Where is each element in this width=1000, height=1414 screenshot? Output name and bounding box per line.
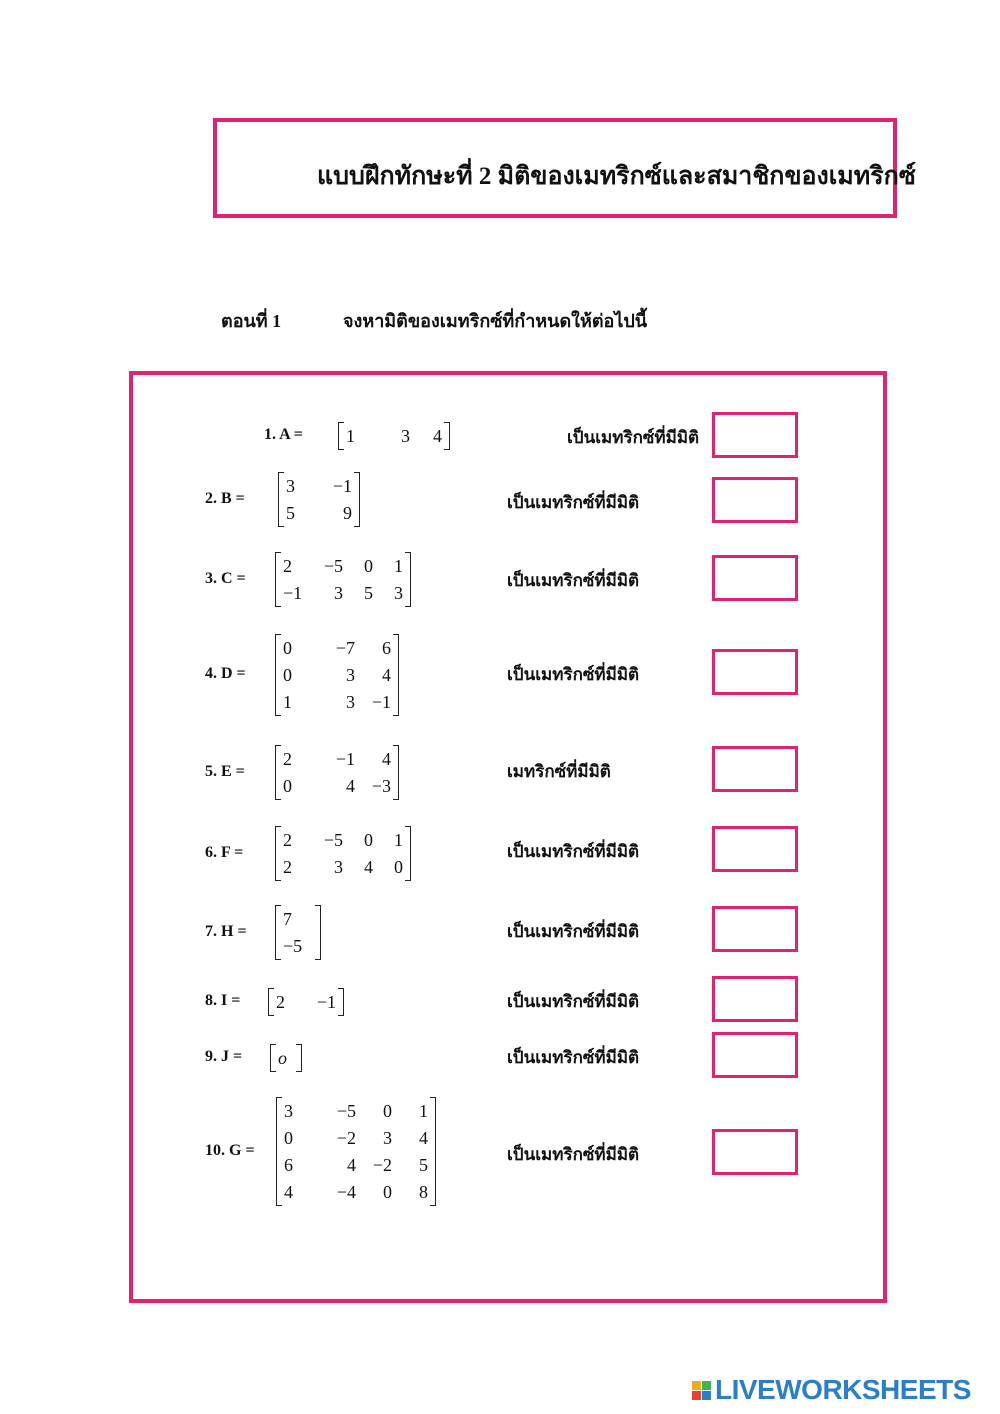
- matrix-entry: −5: [323, 830, 343, 850]
- matrix-entry: 1: [419, 1101, 428, 1121]
- matrix-entry: 3: [383, 1128, 392, 1148]
- matrix-entry: 3: [394, 583, 403, 603]
- matrix: [338, 422, 450, 450]
- question-label: 7. H =: [205, 922, 247, 940]
- matrix-entry: 0: [284, 1128, 293, 1148]
- matrix: [275, 905, 321, 960]
- matrix-entry: 4: [382, 665, 391, 685]
- question-label: 3. C =: [205, 569, 246, 587]
- matrix-entry: 0: [394, 857, 403, 877]
- dimension-prompt: เป็นเมทริกซ์ที่มีมิติ: [507, 1145, 640, 1164]
- matrix-entry: 1: [346, 426, 355, 446]
- matrix-entry: 5: [286, 503, 295, 523]
- dimension-prompt: เป็นเมทริกซ์ที่มีมิติ: [567, 428, 700, 447]
- matrix: [268, 988, 344, 1016]
- matrix-entry: 1: [394, 556, 403, 576]
- matrix-entry: 4: [364, 857, 373, 877]
- matrix: [276, 1097, 436, 1206]
- answer-input-box[interactable]: [712, 412, 798, 458]
- matrix-entry: −2: [372, 1155, 392, 1175]
- answer-input-box[interactable]: [712, 477, 798, 523]
- matrix-entry: −4: [336, 1182, 356, 1202]
- answer-input-box[interactable]: [712, 1032, 798, 1078]
- dimension-prompt: เป็นเมทริกซ์ที่มีมิติ: [507, 571, 640, 590]
- dimension-prompt: เป็นเมทริกซ์ที่มีมิติ: [507, 992, 640, 1011]
- matrix-entry: 2: [283, 556, 292, 576]
- matrix-entry: −1: [371, 692, 391, 712]
- matrix-entry: 4: [347, 1155, 356, 1175]
- matrix-entry: 0: [283, 776, 292, 796]
- question-label: 9. J =: [205, 1048, 243, 1065]
- answer-input-box[interactable]: [712, 555, 798, 601]
- matrix-entry: 3: [346, 692, 355, 712]
- dimension-prompt: เป็นเมทริกซ์ที่มีมิติ: [507, 493, 640, 512]
- question-label: 1. A =: [264, 426, 303, 443]
- matrix-entry: −5: [323, 556, 343, 576]
- matrix-entry: 9: [343, 503, 352, 523]
- matrix-entry: 2: [283, 830, 292, 850]
- logo-square: [702, 1381, 711, 1390]
- answer-input-box[interactable]: [712, 976, 798, 1022]
- matrix-entry: 3: [284, 1101, 293, 1121]
- matrix-entry: 4: [419, 1128, 428, 1148]
- worksheet-title: แบบฝึกทักษะที่ 2 มิติของเมทริกซ์และสมาชิกของเมทริกซ์: [317, 163, 916, 190]
- matrix-entry: o: [278, 1048, 287, 1068]
- dimension-prompt: เป็นเมทริกซ์ที่มีมิติ: [507, 1048, 640, 1067]
- matrix-entry: 3: [286, 476, 295, 496]
- matrix-entry: −3: [371, 776, 391, 796]
- logo-square: [692, 1391, 701, 1400]
- matrix-entry: −1: [283, 583, 303, 603]
- liveworksheets-logo-icon: [692, 1381, 711, 1400]
- matrix-entry: 0: [364, 830, 373, 850]
- matrix-entry: 2: [283, 749, 292, 769]
- answer-input-box[interactable]: [712, 649, 798, 695]
- matrix-entry: −5: [283, 936, 303, 956]
- question-label: 4. D =: [205, 665, 246, 682]
- question-label: 8. I =: [205, 992, 241, 1009]
- matrix-entry: 0: [383, 1182, 392, 1202]
- answer-input-box[interactable]: [712, 1129, 798, 1175]
- matrix: [275, 552, 411, 607]
- matrix-entry: 2: [283, 857, 292, 877]
- matrix-entry: 4: [284, 1182, 293, 1202]
- matrix-entry: −1: [332, 476, 352, 496]
- matrix-entry: 0: [364, 556, 373, 576]
- matrix-entry: 6: [382, 638, 391, 658]
- part-instruction: จงหามิติของเมทริกซ์ที่กำหนดให้ต่อไปนี้: [343, 311, 648, 331]
- matrix-entry: 0: [383, 1101, 392, 1121]
- matrix-entry: −1: [316, 992, 336, 1012]
- matrix-entry: −5: [336, 1101, 356, 1121]
- matrix-entry: 4: [433, 426, 442, 446]
- matrix-entry: −7: [335, 638, 355, 658]
- answer-input-box[interactable]: [712, 826, 798, 872]
- answer-input-box[interactable]: [712, 906, 798, 952]
- matrix-entry: 3: [334, 857, 343, 877]
- matrix-entry: 1: [394, 830, 403, 850]
- matrix: [275, 826, 411, 881]
- matrix-entry: 5: [364, 583, 373, 603]
- dimension-prompt: เป็นเมทริกซ์ที่มีมิติ: [507, 665, 640, 684]
- answer-input-box[interactable]: [712, 746, 798, 792]
- matrix-entry: 6: [284, 1155, 293, 1175]
- matrix-entry: −2: [336, 1128, 356, 1148]
- title-box: [213, 118, 916, 218]
- logo-square: [692, 1381, 701, 1390]
- matrix: [278, 472, 360, 527]
- dimension-prompt: เป็นเมทริกซ์ที่มีมิติ: [507, 842, 640, 861]
- matrix-entry: 0: [283, 638, 292, 658]
- matrix-entry: 2: [276, 992, 285, 1012]
- matrix-entry: 3: [401, 426, 410, 446]
- matrix-entry: 5: [419, 1155, 428, 1175]
- question-label: 2. B =: [205, 489, 245, 507]
- matrix-entry: 8: [419, 1182, 428, 1202]
- brand-name: LIVEWORKSHEETS: [715, 1374, 971, 1405]
- matrix: [275, 634, 399, 716]
- dimension-prompt: เมทริกซ์ที่มีมิติ: [507, 762, 611, 781]
- matrix-entry: 4: [382, 749, 391, 769]
- matrix-entry: −1: [335, 749, 355, 769]
- question-label: 6. F =: [205, 843, 244, 861]
- dimension-prompt: เป็นเมทริกซ์ที่มีมิติ: [507, 922, 640, 941]
- matrix: [275, 745, 399, 800]
- question-label: 5. E =: [205, 762, 245, 780]
- question-label: 10. G =: [205, 1141, 255, 1159]
- matrix-entry: 1: [283, 692, 292, 712]
- matrix-entry: 3: [334, 583, 343, 603]
- matrix: [270, 1044, 302, 1072]
- matrix-entry: 3: [346, 665, 355, 685]
- matrix-entry: 4: [346, 776, 355, 796]
- matrix-entry: 0: [283, 665, 292, 685]
- matrix-entry: 7: [283, 909, 292, 929]
- logo-square: [702, 1391, 711, 1400]
- brand-footer: [692, 1375, 971, 1405]
- part-label: ตอนที่ 1: [221, 311, 282, 331]
